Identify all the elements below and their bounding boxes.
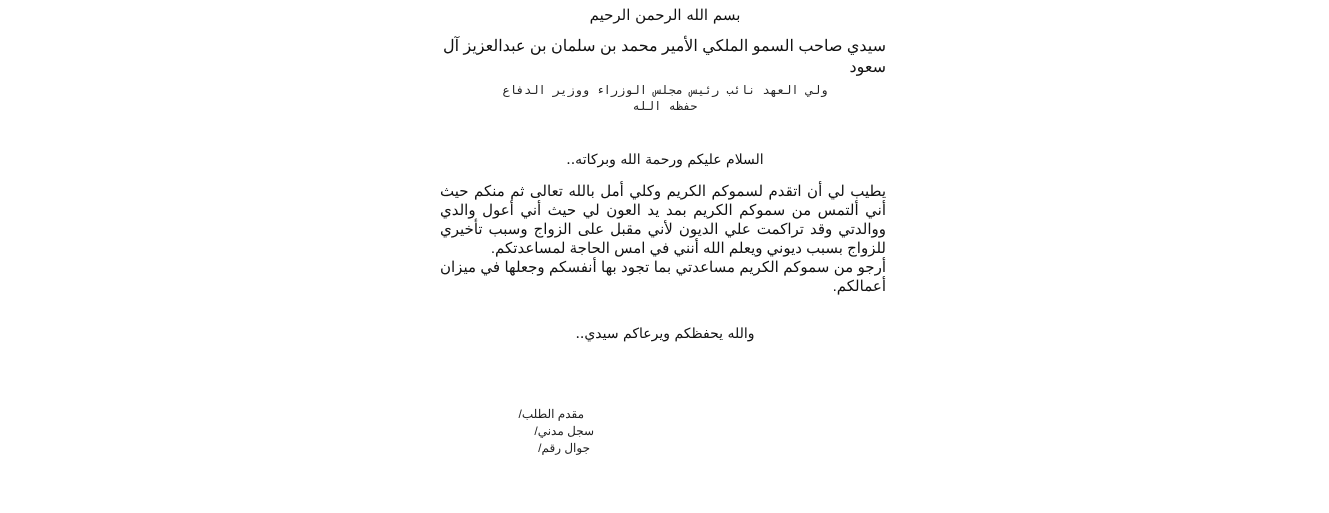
addressee-title-line-2: حفظه الله — [632, 99, 698, 113]
applicant-label: مقدم الطلب/ — [518, 407, 584, 421]
body-paragraph-1: يطيب لي أن اتقدم لسموكم الكريم وكلي أمل بالله تعالى ثم منكم حيث أني ألتمس من سموكم الكريم بمد يد العون لي حيث أني أعول والدي ووالدتي وقد تراكمت علي الديون لأني مقبل على الزواج وسبب تأخيري للزواج بسبب ديوني ويعلم الله أنني في امس الحاجة لمساعدتكم. — [440, 183, 886, 257]
basmala-heading: بسم الله الرحمن الرحيم — [589, 6, 741, 24]
signature-block — [500, 406, 600, 457]
body-paragraph-2: أرجو من سموكم الكريم مساعدتي بما تجود بها أنفسكم وجعلها في ميزان أعمالكم. — [440, 259, 886, 295]
addressee-title — [440, 82, 890, 114]
addressee-line: سيدي صاحب السمو الملكي الأمير محمد بن سلمان بن عبدالعزيز آل سعود — [443, 38, 886, 76]
closing-line: والله يحفظكم ويرعاكم سيدي.. — [575, 326, 755, 342]
greeting-line: السلام عليكم ورحمة الله وبركاته.. — [566, 152, 764, 168]
letter-body — [440, 182, 886, 296]
mobile-label: جوال رقم/ — [538, 441, 590, 455]
civil-record-label: سجل مدني/ — [534, 424, 594, 438]
addressee-title-line-1: ولي العهد نائب رئيس مجلس الوزراء ووزير الدفاع — [502, 83, 828, 97]
